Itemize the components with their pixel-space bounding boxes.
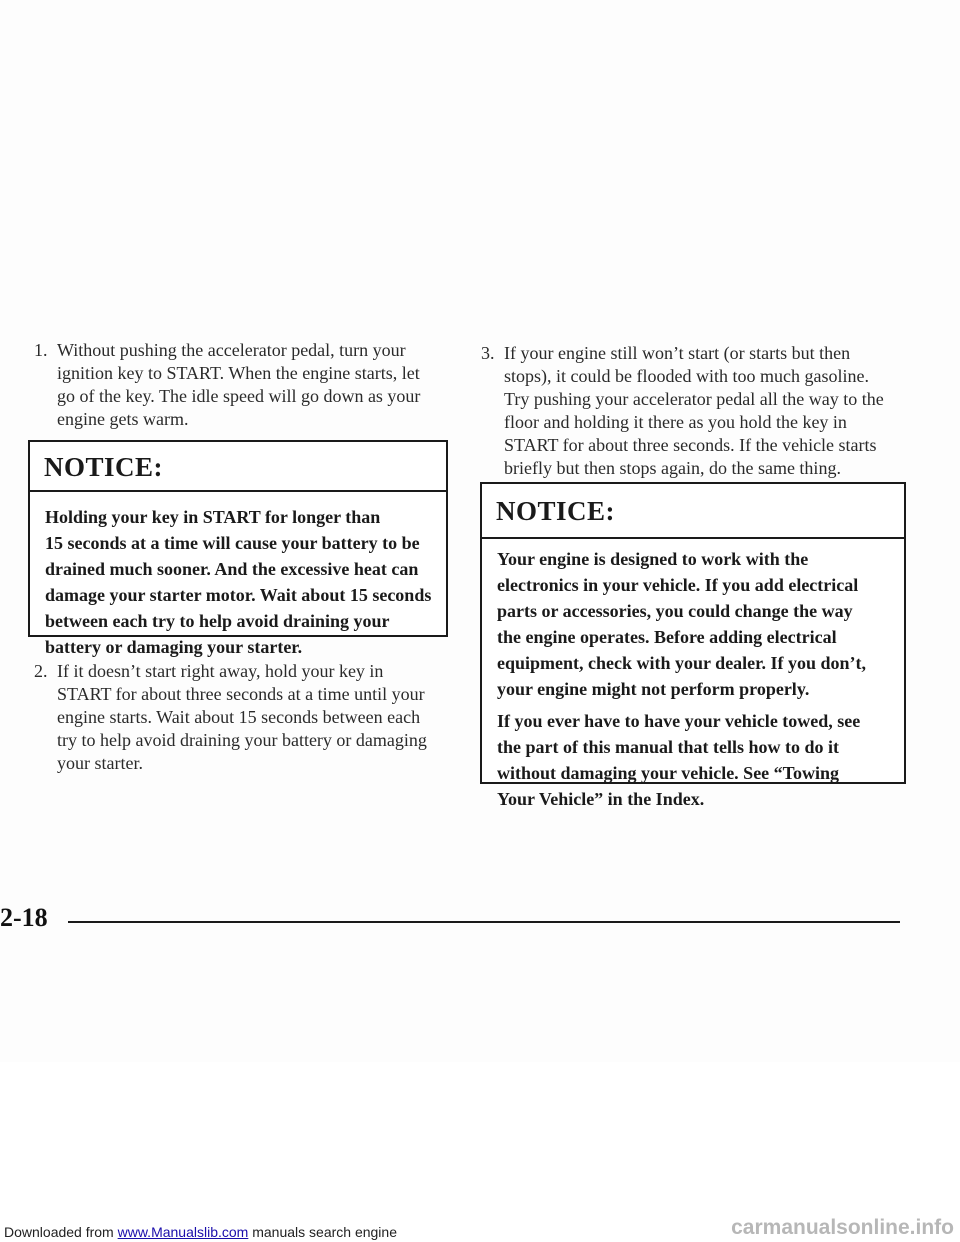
- notice-line: 15 seconds at a time will cause your battery to be: [45, 533, 420, 553]
- step-line: If your engine still won’t start (or starts but then: [504, 343, 851, 363]
- step-text: [57, 339, 420, 431]
- step-line: your starter.: [57, 753, 143, 773]
- step-line: go of the key. The idle speed will go down as your: [57, 386, 421, 406]
- notice-line: the engine operates. Before adding electrical: [497, 627, 837, 647]
- notice-line: Your engine is designed to work with the: [497, 549, 809, 569]
- notice-line: damage your starter motor. Wait about 15 seconds: [45, 585, 432, 605]
- step-line: engine starts. Wait about 15 seconds between each: [57, 707, 421, 727]
- notice-body: [30, 492, 446, 660]
- step-line: START for about three seconds. If the vehicle starts: [504, 435, 877, 455]
- notice-line: drained much sooner. And the excessive heat can: [45, 559, 419, 579]
- notice-line: the part of this manual that tells how to do it: [497, 737, 840, 757]
- notice-line: parts or accessories, you could change the way: [497, 601, 853, 621]
- step-number: 3.: [481, 343, 495, 363]
- notice-line: your engine might not perform properly.: [497, 679, 810, 699]
- step-line: stops), it could be flooded with too much gasoline.: [504, 366, 869, 386]
- step-line: briefly but then stops again, do the same thing.: [504, 458, 841, 478]
- step-text: [57, 660, 427, 775]
- download-prefix: Downloaded from: [4, 1224, 118, 1240]
- step-line: Without pushing the accelerator pedal, turn your: [57, 340, 406, 360]
- step-text: [504, 342, 884, 480]
- step-number: 1.: [34, 340, 48, 360]
- page-margin: [0, 1062, 960, 1242]
- step-line: engine gets warm.: [57, 409, 189, 429]
- manualslib-link[interactable]: www.Manualslib.com: [117, 1224, 249, 1240]
- notice-line: without damaging your vehicle. See “Towing: [497, 763, 840, 783]
- step-line: START for about three seconds at a time until your: [57, 684, 425, 704]
- notice-line: between each try to help avoid draining your: [45, 611, 390, 631]
- notice-line: Holding your key in START for longer than: [45, 507, 381, 527]
- notice-line: battery or damaging your starter.: [45, 637, 303, 657]
- step-number: 2.: [34, 661, 48, 681]
- step-line: Try pushing your accelerator pedal all the way to the: [504, 389, 884, 409]
- download-suffix: manuals search engine: [248, 1224, 397, 1240]
- watermark-brand: carmanualsonline.info: [731, 1216, 954, 1239]
- notice-box: [28, 440, 448, 657]
- notice-line: equipment, check with your dealer. If you don’t,: [497, 653, 867, 673]
- step-line: floor and holding it there as you hold the key in: [504, 412, 847, 432]
- notice-body: [482, 539, 904, 812]
- page-number: 2-18: [0, 903, 48, 932]
- notice-box: [480, 482, 906, 809]
- notice-line: If you ever have to have your vehicle towed, see: [497, 711, 861, 731]
- notice-heading: NOTICE:: [482, 484, 904, 539]
- download-notice: [4, 1224, 397, 1240]
- step-line: ignition key to START. When the engine starts, let: [57, 363, 420, 383]
- step-line: If it doesn’t start right away, hold your key in: [57, 661, 384, 681]
- notice-line: Your Vehicle” in the Index.: [497, 789, 705, 809]
- notice-heading: NOTICE:: [30, 442, 446, 492]
- step-line: try to help avoid draining your battery or damaging: [57, 730, 427, 750]
- notice-line: electronics in your vehicle. If you add electrical: [497, 575, 859, 595]
- footer-rule: [68, 921, 900, 923]
